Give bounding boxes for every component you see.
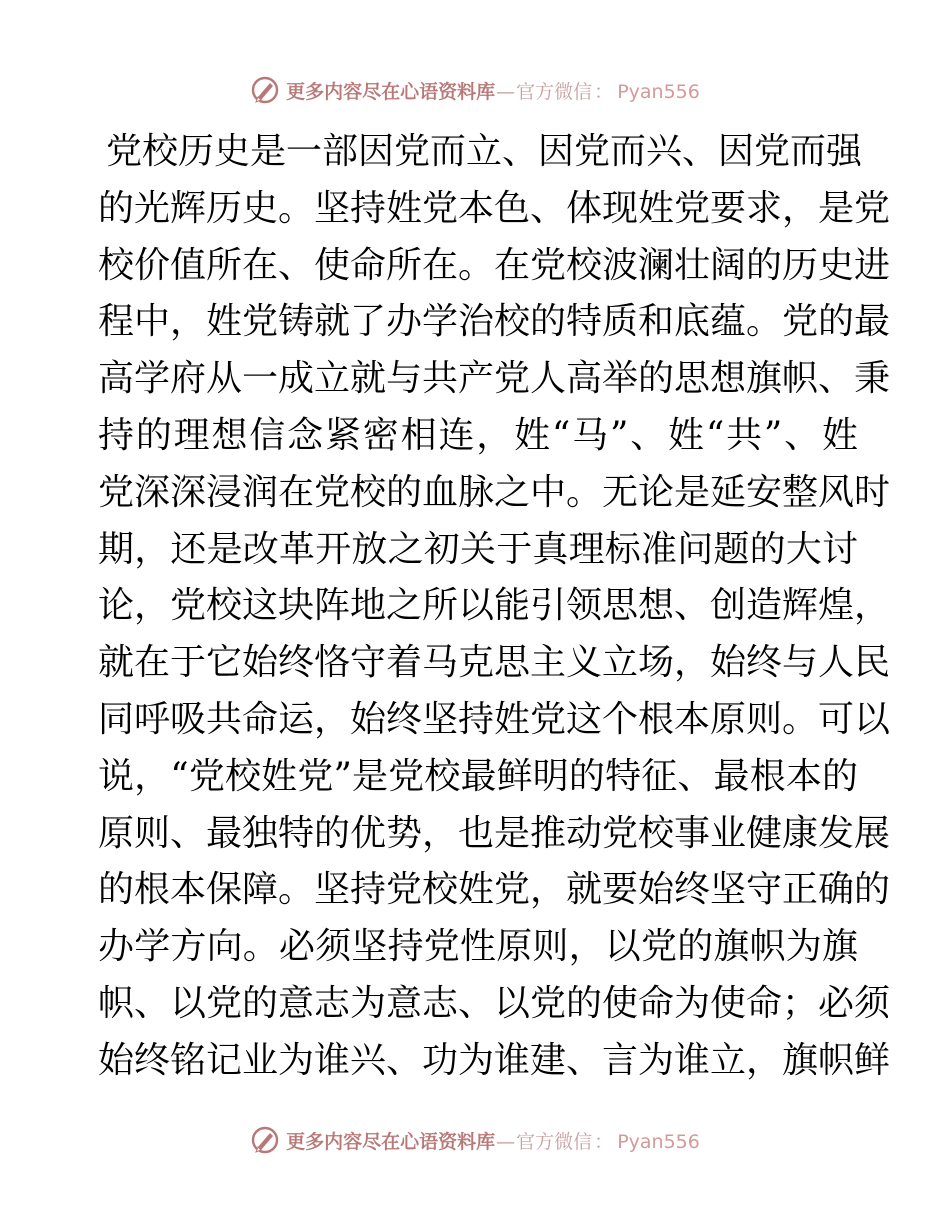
watermark-account: Pyan556	[617, 80, 700, 103]
pen-logo-icon	[250, 1125, 280, 1155]
text-line: 办学方向。必须坚持党性原则，以党的旗帜为旗	[98, 926, 858, 968]
text-line: 同呼吸共命运，始终坚持姓党这个根本原则。可以	[98, 698, 891, 740]
watermark-prefix: 更多内容尽在心语资料库	[286, 1130, 496, 1153]
watermark-label: 官方微信	[516, 1130, 593, 1153]
document-body	[98, 124, 891, 1090]
text-line: 的光辉历史。坚持姓党本色、体现姓党要求，是党	[98, 187, 891, 229]
text-line: 期，还是改革开放之初关于真理标准问题的大讨	[98, 528, 858, 570]
watermark-text	[286, 77, 700, 104]
watermark-footer	[0, 1122, 950, 1158]
watermark-label: 官方微信	[516, 80, 593, 103]
text-line: 党校历史是一部因党而立、因党而兴、因党而强	[106, 131, 863, 172]
text-line: 程中，姓党铸就了办学治校的特质和底蕴。党的最	[98, 301, 891, 343]
pen-logo-icon	[250, 75, 280, 105]
text-line: 论，党校这块阵地之所以能引领思想、创造辉煌，	[98, 585, 891, 627]
watermark-text	[286, 1127, 700, 1154]
text-line: 的根本保障。坚持党校姓党，就要始终坚守正确的	[98, 869, 891, 911]
text-line: 就在于它始终恪守着马克思主义立场，始终与人民	[98, 642, 891, 684]
watermark-dash: —	[496, 1130, 516, 1153]
watermark-header	[0, 72, 950, 108]
text-line: 党深深浸润在党校的血脉之中。无论是延安整风时	[98, 471, 891, 513]
watermark-account: Pyan556	[617, 1130, 700, 1153]
text-line: 原则、最独特的优势，也是推动党校事业健康发展	[98, 812, 891, 854]
text-line: 帜、以党的意志为意志、以党的使命为使命；必须	[98, 982, 891, 1024]
watermark-prefix: 更多内容尽在心语资料库	[286, 80, 496, 103]
watermark-separator: ：	[594, 1130, 614, 1153]
text-line: 始终铭记业为谁兴、功为谁建、言为谁立，旗帜鲜	[98, 1039, 891, 1081]
text-line: 校价值所在、使命所在。在党校波澜壮阔的历史进	[98, 244, 891, 286]
text-line: 高学府从一成立就与共产党人高举的思想旗帜、秉	[98, 358, 891, 400]
watermark-separator: ：	[594, 80, 614, 103]
text-line: 持的理想信念紧密相连，姓“马”、姓“共”、姓	[98, 414, 858, 456]
watermark-dash: —	[496, 80, 516, 103]
text-line: 说，“党校姓党”是党校最鲜明的特征、最根本的	[98, 755, 858, 797]
